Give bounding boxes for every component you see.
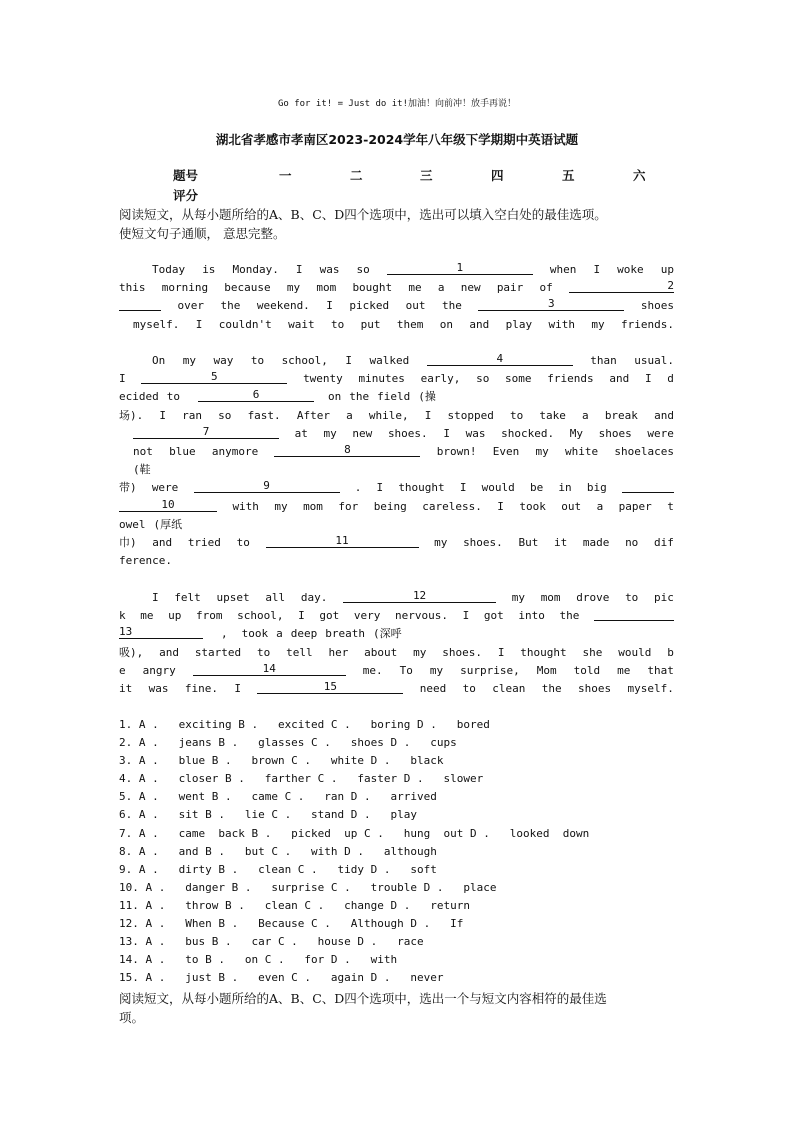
word: very [353,609,381,623]
blank-8[interactable]: 8 [274,443,420,457]
option-row[interactable]: 3. A . blue B . brown C . white D . black [119,754,444,768]
page-header: Go for it! = Just do it!加油！向前冲！放手再说！ [277,99,517,109]
option-row[interactable]: 7. A . came back B . picked up C . hung out D . looked down [119,826,590,840]
word: weekend. [256,299,310,313]
word: Mom [536,663,557,677]
word: clean [492,681,526,695]
word: my [182,354,196,367]
word: morning [161,281,209,295]
blank-11[interactable]: 11 [266,534,419,548]
word: shoes. [463,535,503,549]
blank-4[interactable]: 4 [427,352,573,366]
word: shoes [640,299,674,313]
blank-2-continued[interactable] [119,297,161,311]
word: it [554,535,568,549]
blank-14[interactable]: 14 [193,662,346,676]
text-line [119,607,674,625]
word: ference. [119,554,172,568]
word: myself. [627,681,674,695]
word: to [250,354,265,367]
word: I [298,609,305,623]
blank-3[interactable]: 3 [478,297,624,311]
word: and [654,408,674,422]
word: deep [290,627,318,641]
word: put [360,317,381,331]
score-cell: 三 [420,168,433,183]
blank-10[interactable]: 10 [119,498,217,512]
word: angry [142,663,176,677]
word: white [564,444,599,458]
word: On [152,354,166,367]
word: new [460,281,481,295]
option-row[interactable]: 9. A . dirty B . clean C . tidy D . soft [119,862,437,876]
word: After [296,408,330,422]
word: usual. [634,354,674,367]
option-row[interactable]: 12. A . When B . Because C . Although D . If [119,917,464,931]
word: Today [152,263,186,276]
word: (厚纸 [153,517,183,531]
word: to [166,390,180,404]
word: 吸), [119,645,144,659]
score-cell: 一 [279,168,292,183]
score-cell: 六 [633,168,646,183]
option-row[interactable]: 6. A . sit B . lie C . stand D . play [119,808,418,822]
text-line [119,680,674,698]
word: I [234,681,241,695]
word: owel [119,517,146,531]
word: shoes. [387,426,428,440]
instruction-cloze [119,205,679,243]
word: while, [368,408,409,422]
word: walked [369,354,410,367]
word: friends. [620,317,674,331]
word: shoes. [442,645,482,659]
score-cell: 五 [562,168,575,183]
word: t [667,499,674,513]
word: the [349,390,370,404]
word: surprise, [460,663,520,677]
option-row[interactable]: 11. A . throw B . clean C . change D . return [119,898,470,912]
word: But [518,535,539,549]
text-line [119,425,674,443]
word: careless. [422,499,482,513]
word: told [573,663,601,677]
text-line [119,316,674,334]
option-row[interactable]: 13. A . bus B . car C . house D . race [119,935,424,949]
word: (鞋 [133,463,151,477]
word: pair [496,281,524,295]
word: minutes [358,372,405,386]
text-line [119,552,674,570]
word: mom [540,591,561,604]
word: (深呼 [373,627,402,641]
word: tell [286,645,313,659]
option-row[interactable]: 4. A . closer B . farther C . faster D . slower [119,772,484,786]
word: up [168,609,182,623]
word: I [326,299,333,313]
word: a [276,627,283,641]
text-line [119,534,674,552]
word: I [424,408,432,422]
word: I [159,408,167,422]
word: thought [520,645,567,659]
instruction-line: 使短文句子通顺， 意思完整。 [119,226,286,241]
word: be [529,481,544,495]
word: shoes [598,426,632,440]
word: a [596,499,604,513]
word: 场). [119,408,144,422]
instruction-line: 阅读短文，从每小题所给的A、B、C、D四个选项中，选出一个与短文内容相符的最佳选 [119,991,607,1006]
word: the [442,299,462,313]
option-row[interactable]: 10. A . danger B . surprise C . trouble D . place [119,880,497,894]
word: not [133,444,153,458]
blank-13-start[interactable] [594,607,674,621]
word: about [364,645,398,659]
word: I [376,481,384,495]
word: some [505,372,532,386]
word: , [221,627,228,641]
word: brown! [436,444,477,458]
word: my [429,663,444,677]
word: take [539,408,566,422]
word: bought [352,281,393,295]
word: than [590,354,617,367]
word: (操 [418,390,436,404]
word: so [476,372,490,386]
instruction-line: 阅读短文，从每小题所给的A、B、C、D四个选项中，选出可以填入空白处的最佳选项。 [119,207,607,222]
word: to [510,408,524,422]
word: . [354,481,362,495]
word: on [439,317,453,331]
word: I [295,263,303,276]
passage-paragraph-3 [119,589,674,698]
word: out [405,299,426,313]
instruction-line: 项。 [119,1010,145,1025]
word: to [462,681,476,695]
word: to [257,645,271,659]
word: over [177,299,204,313]
word: thought [398,481,445,495]
score-cell: 二 [350,168,363,183]
word: my [413,645,427,659]
word: need [419,681,447,695]
word: took [241,627,269,641]
word: My [569,426,583,440]
word: from [196,609,223,623]
word: when [549,263,577,276]
word: myself. [133,317,180,331]
word: my [286,281,301,295]
word: made [582,535,610,549]
word: me [408,281,422,295]
score-cell: 题号 [173,168,199,183]
option-row[interactable]: 5. A . went B . came C . ran D . arrived [119,790,437,804]
word: were [151,481,179,495]
word: fast. [247,408,281,422]
word: and [159,645,179,659]
word: b [667,645,674,659]
word: Even [492,444,520,458]
word: Monday. [232,263,279,276]
word: I [152,591,159,604]
word: would [481,481,515,495]
word: fine. [184,681,218,695]
word: me [617,663,631,677]
word: stopped [447,408,494,422]
word: my [434,535,448,549]
word: me. [362,663,383,677]
word: play [505,317,533,331]
text-line [119,498,674,516]
word: and [469,317,490,331]
word: I [119,372,126,386]
word: all [265,591,286,604]
word: I [497,645,505,659]
word: started [194,645,242,659]
text-line [119,625,674,643]
word: and [152,535,173,549]
word: this [119,281,146,295]
word: a [437,281,445,295]
word: picked [349,299,390,313]
word: it [119,681,133,695]
word: out [561,499,582,513]
text-line [119,352,674,370]
word: tried [187,535,221,549]
word: felt [174,591,201,604]
text-line [119,407,674,425]
word: k [119,609,126,623]
word: To [399,663,413,677]
word: to [236,535,250,549]
word: my [323,426,337,440]
word: school, [237,609,284,623]
word: new [352,426,373,440]
word: ran [182,408,203,422]
text-line [119,644,674,662]
option-row[interactable]: 2. A . jeans B . glasses C . shoes D . cups [119,736,457,750]
word: of [539,281,553,295]
word: e [119,663,126,677]
blank-7[interactable]: 7 [133,425,279,439]
score-table [173,166,653,206]
word: my [535,444,549,458]
word: the [220,299,241,313]
word: got [319,609,340,623]
word: with [232,499,259,513]
blank-9[interactable]: 9 [194,479,340,493]
text-line [119,461,674,479]
word: I [593,263,601,276]
blank-5[interactable]: 5 [141,370,287,384]
blank-6[interactable]: 6 [198,388,314,402]
word: I [497,499,504,513]
word: mom [316,281,337,295]
score-cell: 评分 [173,188,199,203]
word: into [518,609,545,623]
word: she [582,645,603,659]
word: was [148,681,169,695]
word: because [224,281,271,295]
word: my [511,591,525,604]
word: being [373,499,407,513]
blank-13[interactable]: 13 [119,625,203,639]
text-line [119,479,674,497]
text-line [119,370,674,388]
word: is [202,263,216,276]
word: I [443,426,450,440]
word: my [591,317,605,331]
word: early, [420,372,461,386]
word: to [330,317,345,331]
word: drove [576,591,610,604]
blank-15[interactable]: 15 [257,680,403,694]
word: pic [654,591,674,604]
option-row[interactable]: 1. A . exciting B . excited C . boring D . bored [119,718,490,731]
word: way [213,354,234,367]
word: on [328,390,342,404]
word: that [647,663,674,677]
passage-paragraph-2 [119,352,674,570]
word: so [218,408,232,422]
blank-1[interactable]: 1 [387,261,533,275]
word: no [625,535,639,549]
word: were [647,426,674,440]
word: would [618,645,652,659]
text-line [119,516,674,534]
passage-paragraph-1 [119,261,674,334]
word: up [660,263,674,276]
word: twenty [303,372,343,386]
word: I [195,317,203,331]
text-line [119,297,674,315]
word: break [604,408,638,422]
option-row[interactable]: 14. A . to B . on C . for D . with [119,953,398,967]
text-line [119,279,674,297]
word: 巾) [119,535,137,549]
word: I [345,354,353,367]
word: school, [281,354,328,367]
word: at [294,426,308,440]
word: couldn't [218,317,272,331]
word: took [519,499,546,513]
word: me [140,609,154,623]
word: friends [547,372,594,386]
blank-10-start[interactable] [622,479,674,493]
word: mom [303,499,323,513]
word: d [667,372,674,386]
word: so [356,263,370,276]
word: shocked. [501,426,555,440]
word: with [548,317,575,331]
word: dif [653,535,674,549]
word: the [541,681,562,695]
word: got [483,609,504,623]
word: shoelaces [614,444,674,458]
word: to [625,591,639,604]
option-row[interactable]: 15. A . just B . even C . again D . never [119,971,444,985]
text-line [119,589,674,607]
word: day. [300,591,328,604]
text-line [119,261,674,279]
word: anymore [211,444,259,458]
word: the [559,609,580,623]
blank-2[interactable]: 2 [569,279,674,293]
word: field [377,390,411,404]
answer-options [119,716,679,987]
option-row[interactable]: 8. A . and B . but C . with D . although [119,844,437,858]
word: them [396,317,424,331]
word: blue [169,444,196,458]
word: my [274,499,288,513]
word: was [465,426,486,440]
word: her [328,645,349,659]
score-cell: 四 [491,168,504,183]
word: in [558,481,572,495]
word: I [644,372,652,386]
exam-title: 湖北省孝感市孝南区2023-2024学年八年级下学期期中英语试题 [215,132,579,147]
word: ecided [119,390,159,404]
word: 带) [119,481,137,495]
word: and [609,372,630,386]
word: I [459,481,467,495]
word: nervous. [394,609,448,623]
word: a [346,408,353,422]
text-line [119,443,674,461]
word: woke [617,263,644,276]
word: breath [325,627,365,641]
word: paper [618,499,652,513]
text-line [119,388,674,406]
blank-12[interactable]: 12 [343,589,496,603]
word: shoes [578,681,612,695]
text-line [119,662,674,680]
word: big [586,481,607,495]
word: a [582,408,589,422]
word: for [338,499,359,513]
word: wait [288,317,315,331]
word: was [319,263,340,276]
word: I [462,609,470,623]
instruction-reading [119,989,679,1027]
word: upset [216,591,250,604]
